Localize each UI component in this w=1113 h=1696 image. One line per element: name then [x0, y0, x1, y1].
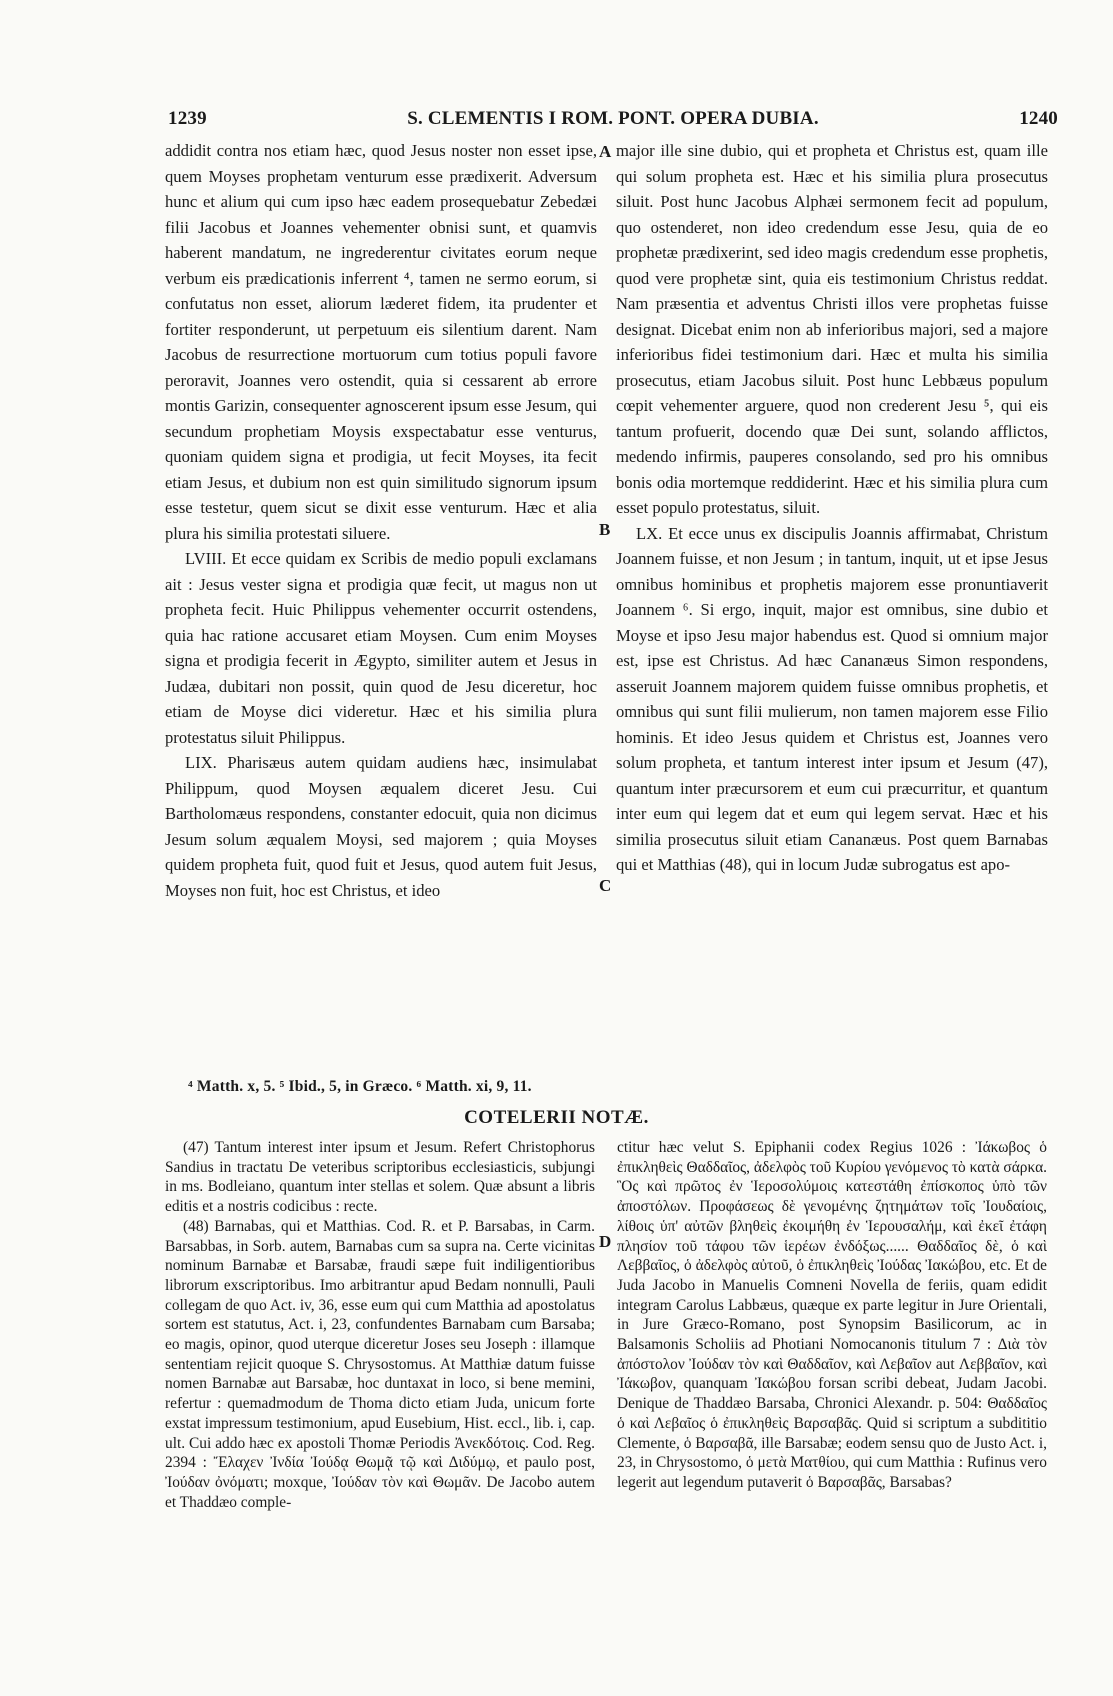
page-number-left: 1239	[168, 108, 207, 129]
note-48: (48) Barnabas, qui et Matthias. Cod. R. et P. Barsabas, in Carm. Barsabbas, in Sorb. autem, Barnabas cum sa supra na. Certe vicinitas nominum Barnabæ et Barsabæ, fraudi sæpe fuit indiligentioribus librorum exscriptoribus. Imo arbitrantur apud Bedam nonnulli, Pauli collegam de quo Act. iv, 36, esse eum qui cum Matthia ad apostolatus sortem est statutus, Act. i, 23, confundentes Barnabam cum Barsaba; eo magis, opinor, quod uterque diceretur Joses seu Joseph : illamque sententiam rejicit quoque S. Chrysostomus. At Matthiæ datum fuisse nomen Barnabæ aut Barsabæ, hoc duntaxat in loco, si bene memini, refertur : quemadmodum de Thoma dicto etiam Juda, unicum forte exstat impressum testimonium, apud Eusebium, Hist. eccl., lib. i, cap. ult. Cui addo hæc ex apostoli Thomæ Periodis Ἀνεκδότοις. Cod. Reg. 2394 : Ἔλαχεν Ἰνδία Ἰούδᾳ Θωμᾷ τῷ καὶ Διδύμῳ, et paulo post, Ἰούδαν ὀνόματι; moxque, Ἰούδαν τὸν καὶ Θωμᾶν. De Jacobo autem et Thaddæo comple-	[165, 1217, 595, 1511]
main-text-right-column	[616, 138, 1048, 878]
margin-marker-c: C	[599, 876, 612, 895]
notes-right-column	[617, 1138, 1047, 1493]
notes-left-column	[165, 1138, 595, 1512]
margin-marker-b: B	[599, 520, 611, 539]
paragraph-lviii: LVIII. Et ecce quidam ex Scribis de medio populi exclamans ait : Jesus vester signa et prodigia quæ fecit, ut magus non ut propheta fecit. Huic Philippus vehementer occurrit ostendens, quia hac ratione accusaret etiam Moysen. Cum enim Moyses signa et prodigia fecerit in Ægypto, similiter autem et Jesus in Judæa, dubitari non possit, quin quod de Jesu diceretur, hoc etiam de Moyse dici videretur. Hæc et his similia plura protestatus siluit Philippus.	[165, 549, 597, 747]
footnotes: ⁴ Matth. x, 5. ⁵ Ibid., 5, in Græco. ⁶ Matth. xi, 9, 11.	[188, 1078, 532, 1095]
note-47: (47) Tantum interest inter ipsum et Jesum. Refert Christophorus Sandius in tractatu De veteribus scriptoribus ecclesiasticis, subjungi in ms. Bodleiano, quantum inter stellas et solem. Quæ absunt a libris editis et a nostris codicibus : recte.	[165, 1139, 595, 1216]
page-number-right: 1240	[1019, 108, 1058, 129]
running-title: S. CLEMENTIS I ROM. PONT. OPERA DUBIA.	[407, 108, 819, 129]
main-text-left-column	[165, 138, 597, 903]
notes-title: COTELERII NOTÆ.	[464, 1107, 649, 1128]
note-48-continued: ctitur hæc velut S. Epiphanii codex Regius 1026 : Ἰάκωβος ὁ ἐπικληθεὶς Θαδδαῖος, ἀδελφὸς τοῦ Κυρίου γενόμενος τὸ κατὰ σάρκα. Ὃς καὶ πρῶτος ἐν Ἱεροσολύμοις κατεστάθη ἐπίσκοπος ὑπὸ τῶν ἀποστόλων. Προφάσεως δὲ γενομένης ζητημάτων τοῖς Ἰουδαίοις, λίθοις ὑπ' αὐτῶν βληθεὶς ἐκοιμήθη ἐν Ἱερουσαλήμ, καὶ ἐκεῖ ἐτάφη πλησίον τοῦ τάφου τῶν ἱερέων ἐνδόξως...... Θαδδαῖος δὲ, ὁ καὶ Λεββαῖος, ὁ ἀδελφὸς αὐτοῦ, ὁ ἐπικληθεὶς Ἰούδας Ἰακώβου, etc. Et de Juda Jacobo in Manuelis Comneni Novella de feriis, quam edidit integram Carolus Labbæus, quæque ex parte legitur in Jure Orientali, in Jure Græco-Romano, post Synopsim Basilicorum, ac in Balsamonis Scholiis ad Photiani Nomocanonis titulum 7 : Διὰ τὸν ἀπόστολον Ἰούδαν τὸν καὶ Θαδδαῖον, καὶ Λεβαῖον aut Λεββαῖον, καὶ Ἰάκωβον, quanquam Ἰακώβου forsan scribi debeat, Judam Jacobi. Denique de Thaddæo Barsaba, Chronici Alexandr. p. 504: Θαδδαῖος ὁ καὶ Λεβαῖος ὁ ἐπικληθεὶς Βαρσαβᾶς. Quid si scriptum a subdititio Clemente, ὁ Βαρσαβᾶ, ille Barsabæ; eodem sensu quo de Justo Act. i, 23, in Chrysostomo, ὁ μετὰ Ματθίου, qui cum Matthia : Rufinus vero legerit aut legendum putaverit ὁ Βαρσαβᾶς, Barsabas?	[617, 1139, 1047, 1491]
margin-marker-a: A	[599, 142, 612, 161]
running-header	[168, 108, 1058, 134]
paragraph-lix-end: major ille sine dubio, qui et propheta et Christus est, quam ille qui solum propheta est. Hæc et his similia plura prosecutus siluit. Post hunc Jacobus Alphæi sermonem fecit ad populum, quo ostenderet, non ideo credendum esse Jesu, quia de eo prophetæ prædixerint, sed ideo magis credendum esse prophetis, quod vere prophetæ sint, quia eis testimonium Christus reddat. Nam præsentia et adventus Christi illos vere prophetas fuisse designat. Dicebat enim non ab inferioribus majori, sed a majore inferioribus fidei testimonium dari. Hæc et multa his similia prosecutus, etiam Jacobus siluit. Post hunc Lebbæus populum cœpit vehementer arguere, quod non crederent Jesu ⁵, qui eis tantum profuerit, docendo quæ Dei sunt, solando afflictos, medendo infirmis, pauperes consolando, sed pro his omnibus bonis odia mortemque reddiderint. Hæc et his similia plura cum esset populo protestatus, siluit.	[616, 141, 1048, 517]
margin-marker-d: D	[599, 1232, 612, 1251]
paragraph-lx: LX. Et ecce unus ex discipulis Joannis affirmabat, Christum Joannem fuisse, et non Jesum ; in tantum, inquit, ut et ipse Jesus omnibus hominibus et prophetis majorem esse pronuntiaverit Joannem ⁶. Si ergo, inquit, major est omnibus, sine dubio et Moyse et ipso Jesu major habendus est. Quod si omnium major est, ipse est Christus. Ad hæc Cananæus Simon respondens, asseruit Joannem majorem quidem fuisse omnibus prophetis, et omnibus qui sunt filii mulierum, non tamen majorem esse Filio hominis. Et ideo Jesus quidem et Christus est, Joannes vero solum propheta, et tantum interest inter ipsum et Jesum (47), quantum inter præcursorem et eum cui præcurritur, et quantum inter eum qui legem dat et eum qui legem servat. Hæc et his similia prosecutus siluit etiam Cananæus. Post quem Barnabas qui et Matthias (48), qui in locum Judæ subrogatus est apo-	[616, 523, 1048, 874]
paragraph-lix: LIX. Pharisæus autem quidam audiens hæc, insimulabat Philippum, quod Moysen æqualem diceret Jesu. Cui Bartholomæus respondens, constanter edocuit, quia non dicimus Jesum solum æqualem Moysi, sed majorem ; quia Moyses quidem propheta fuit, quod fuit et Jesus, quod autem fuit Jesus, Moyses non fuit, hoc est Christus, et ideo	[165, 753, 597, 900]
paragraph-lvii-end: addidit contra nos etiam hæc, quod Jesus noster non esset ipse, quem Moyses prophetam venturum esse prædixerit. Adversum hunc et alium qui cum ipso hæc eadem prosequebatur Zebedæi filii Jacobus et Joannes vehementer obnisi sunt, et quamvis haberent mandatum, ne ingrederentur civitates eorum neque verbum eis prædicationis inferrent ⁴, tamen ne sermo eorum, si confutatus non esset, aliorum læderet fidem, ita prudenter et fortiter responderunt, ut perpetuum eis silentium darent. Nam Jacobus de resurrectione mortuorum cum totius populi favore peroravit, Joannes vero ostendit, quia si cessarent ab errore montis Garizin, consequenter agnoscerent ipsum esse Jesum, qui secundum prophetiam Moysis exspectabatur esse venturus, quoniam quidem signa et prodigia, ut fecit Moyses, ita fecit etiam Jesus, et dubium non est quin similitudo signorum ipsum esse testetur, quem sicut se dixit esse venturum. Hæc et alia plura his similia protestati siluere.	[165, 141, 597, 543]
